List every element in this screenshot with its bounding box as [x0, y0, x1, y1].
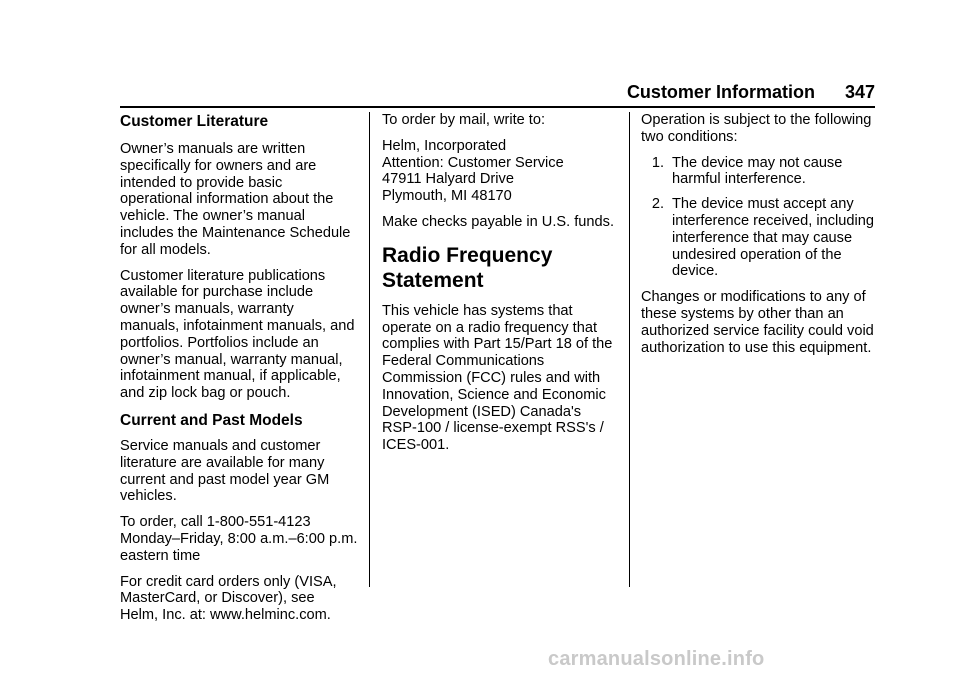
paragraph-service-manuals: Service manuals and customer literature are available for many current and past model year GM vehicles. — [120, 437, 330, 505]
list-item: 1. The device may not cause harmful interference. — [651, 154, 843, 188]
list-item: 2. The device must accept any interference received, including interference that may cause undesired operation of the device. — [651, 196, 874, 280]
heading-current-past-models: Current and Past Models — [120, 411, 303, 429]
paragraph-credit-card: For credit card orders only (VISA, MasterCard, or Discover), see Helm, Inc. at: www.helminc.com. — [120, 573, 337, 624]
paragraph-order-phone: To order, call 1-800-551-4123 Monday–Friday, 8:00 a.m.–6:00 p.m. eastern time — [120, 514, 358, 564]
paragraph-checks: Make checks payable in U.S. funds. — [382, 213, 614, 230]
section-title: Customer Information — [626, 82, 815, 102]
mailing-address: Helm, Incorporated Attention: Customer Service 47911 Halyard Drive Plymouth, MI 48170 — [382, 137, 564, 205]
paragraph-owners-manuals: Owner’s manuals are written specifically for owners and are intended to provide basic operational information about the vehicle. The owner’s manual includes the Maintenance Schedule for all models. — [120, 141, 351, 258]
paragraph-modifications: Changes or modifications to any of these systems by other than an authorized service facility could void authorization to use this equipment. — [641, 289, 874, 356]
paragraph-radio-frequency: This vehicle has systems that operate on a radio frequency that complies with Part 15/Part 18 of the Federal Communications Commission (FCC) rules and with Innovation, Science and Economic Development (ISED) Canada's RSP-100 / license-exempt RSS's / ICES-001. — [382, 302, 613, 454]
paragraph-publications: Customer literature publications available for purchase include owner’s manuals, warranty manuals, infotainment manuals, and portfolios. Portfolios include an owner’s manual, warranty manual, infotainment manual, if applicable, and zip lock bag or pouch. — [120, 267, 355, 402]
page-number: 347 — [844, 82, 875, 102]
heading-customer-literature: Customer Literature — [120, 113, 269, 130]
paragraph-order-mail: To order by mail, write to: — [382, 112, 546, 128]
paragraph-operation-conditions: Operation is subject to the following two conditions: — [641, 112, 872, 145]
watermark-text: carmanualsonline.info — [548, 648, 765, 670]
heading-radio-frequency: Radio Frequency Statement — [382, 243, 553, 292]
